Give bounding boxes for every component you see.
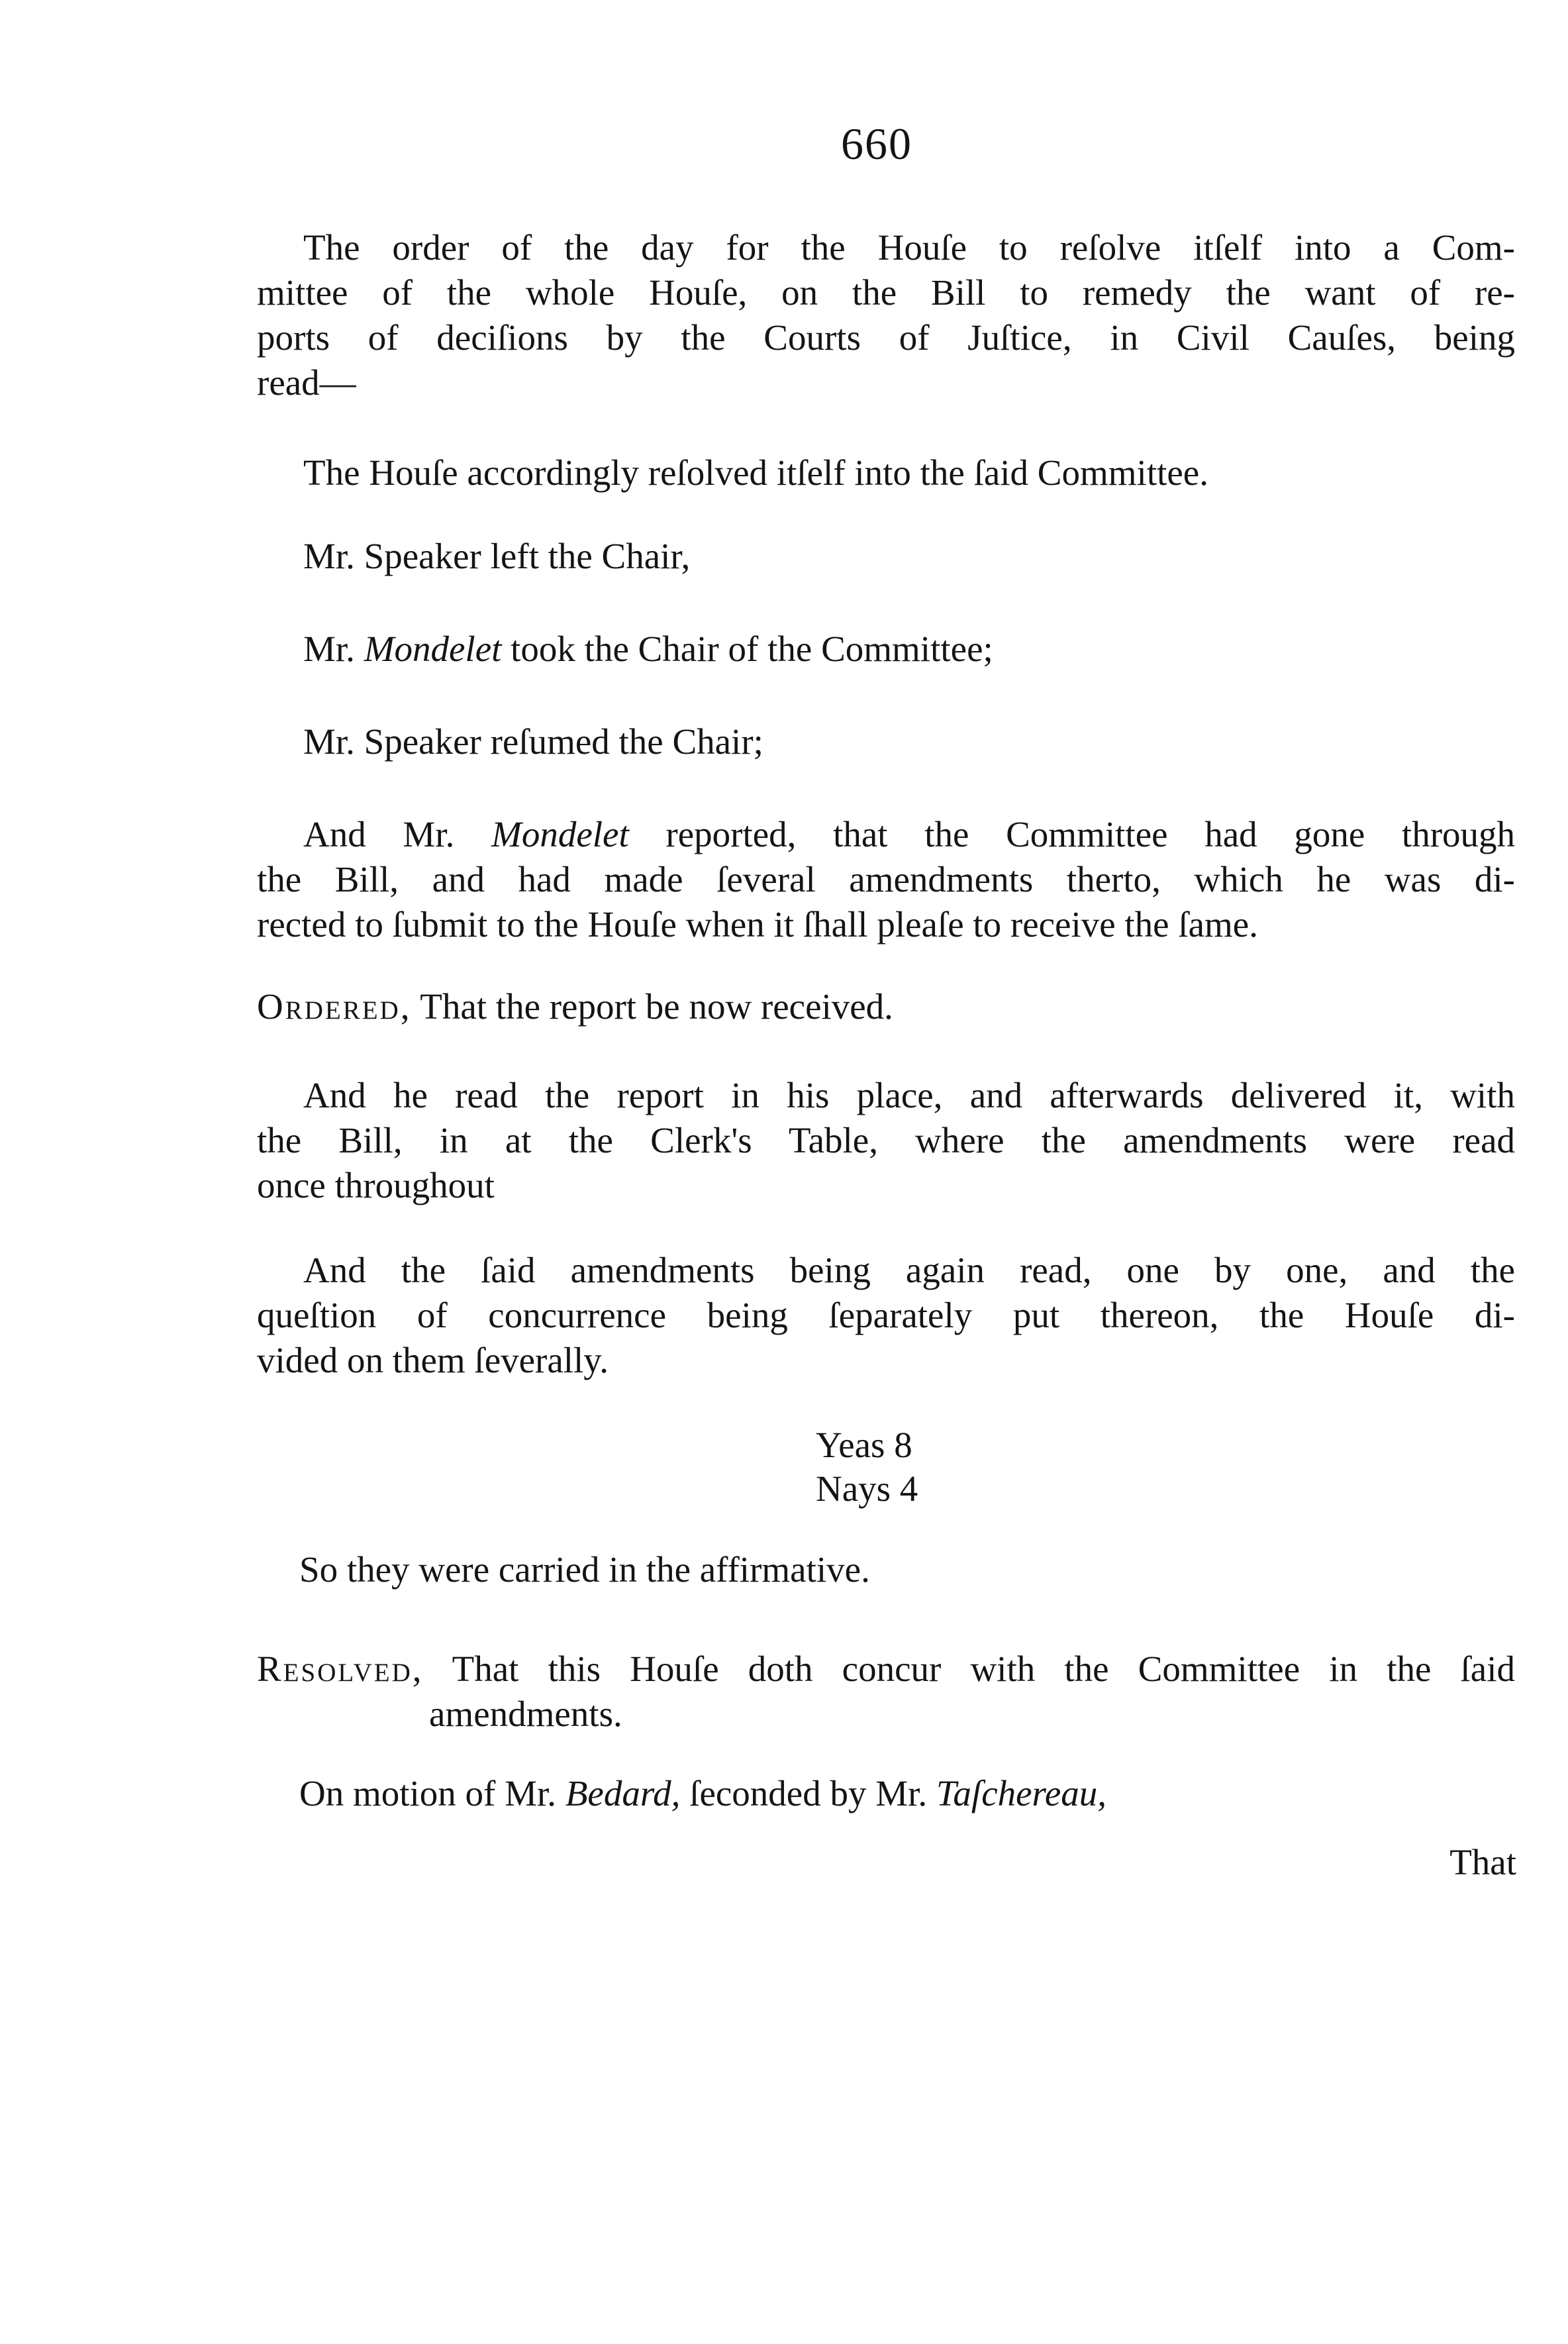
vote-yeas: Yeas 8 [816, 1425, 912, 1465]
text-span: ſeconded by Mr. [689, 1773, 928, 1813]
text-line: mittee of the whole Houſe, on the Bill to remedy the want of re- [257, 272, 1515, 313]
ordered-lead: Ordered, [257, 986, 412, 1027]
paragraph-speaker-left: Mr. Speaker left the Chair, [303, 536, 691, 576]
text-line: read— [257, 362, 356, 403]
vote-nays: Nays 4 [816, 1468, 918, 1509]
text-line: rected to ſubmit to the Houſe when it ſhall pleaſe to receive the ſame. [257, 904, 1258, 944]
text-line: queſtion of concurrence being ſeparately put thereon, the Houſe di- [257, 1295, 1515, 1335]
text-line: the Bill, in at the Clerk's Table, where the amendments were read [257, 1120, 1515, 1160]
catchword: That [1449, 1842, 1516, 1882]
text-span: took the Chair of the Committee; [511, 629, 993, 669]
member-name: Mondelet [364, 629, 502, 669]
paragraph-ordered [257, 986, 893, 1027]
text-line: once throughout [257, 1165, 495, 1205]
text-line: the Bill, and had made ſeveral amendments therto, which he was di- [257, 859, 1515, 899]
paragraph-speaker-resumed: Mr. Speaker reſumed the Chair; [303, 721, 763, 762]
text-line: vided on them ſeverally. [257, 1340, 609, 1380]
paragraph-house-resolved: The Houſe accordingly reſolved itſelf into the ſaid Committee. [303, 452, 1208, 493]
seconder-name: Taſchereau, [936, 1773, 1107, 1813]
paragraph-resolved [257, 1647, 1515, 1737]
paragraph-mondelet-chair [303, 628, 993, 670]
resolved-lead: Resolved, [257, 1649, 424, 1689]
text-span: On motion of Mr. [299, 1773, 557, 1813]
text-line [257, 1647, 1515, 1692]
member-name: Mondelet [491, 814, 629, 854]
text-line [257, 812, 1515, 857]
paragraph-reported [257, 812, 1515, 947]
text-span: And Mr. [303, 814, 455, 854]
text-span: reported, that the Committee had gone through [665, 814, 1516, 854]
paragraph-carried: So they were carried in the affirmative. [299, 1549, 870, 1590]
text-span: That the report be now received. [420, 986, 893, 1027]
page-number: 660 [841, 119, 912, 169]
text-line: And he read the report in his place, and afterwards delivered it, with [303, 1075, 1515, 1115]
text-span: That this Houſe doth concur with the Committee in the ſaid [452, 1649, 1515, 1689]
paragraph-read-report [257, 1073, 1515, 1208]
text-line: And the ſaid amendments being again read, one by one, and the [303, 1250, 1515, 1290]
text-span: Mr. [303, 629, 355, 669]
paragraph-motion [299, 1772, 1106, 1814]
text-line: ports of deciſions by the Courts of Juſtice, in Civil Cauſes, being [257, 317, 1515, 358]
paragraph-amendments [257, 1248, 1515, 1383]
mover-name: Bedard, [565, 1773, 681, 1813]
text-line: amendments. [429, 1694, 622, 1734]
paragraph-order-of-day [257, 225, 1515, 405]
text-line: The order of the day for the Houſe to reſolve itſelf into a Com- [303, 227, 1515, 268]
